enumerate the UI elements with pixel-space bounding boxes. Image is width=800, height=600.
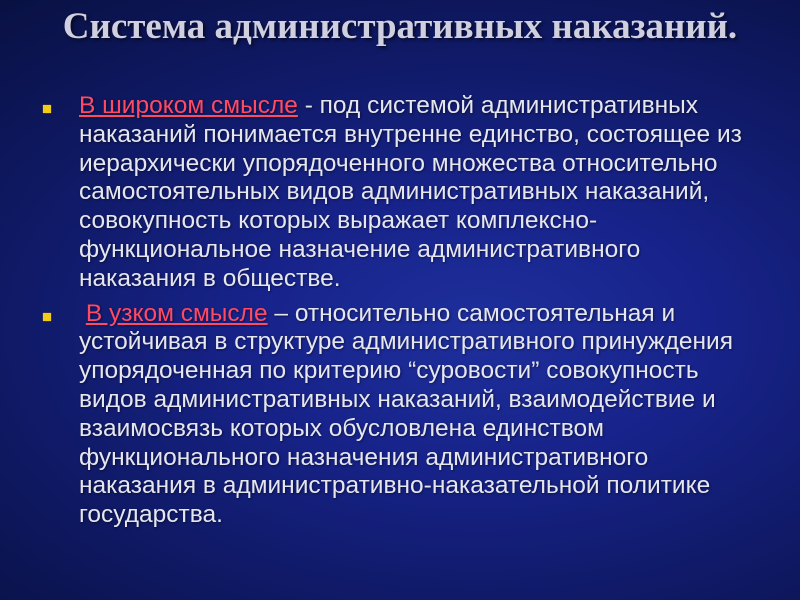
- bullet-text: – относительно самостоятельная и устойчивая в структуре административного принуждения упорядоченная по критерию “суровости” совокупность видов административных наказаний, взаимодействие и взаимосвязь которых обусловлена единством функционального назначения административного наказания в административно-наказательной политике государства.: [79, 299, 733, 529]
- bullet-narrow-meaning: [40, 300, 750, 530]
- square-bullet-icon: [43, 313, 51, 321]
- bullet-broad-meaning: [40, 92, 750, 294]
- slide-title: Система административных наказаний.: [62, 6, 738, 47]
- bullet-term: В широком смысле: [79, 92, 298, 119]
- bullet-list: [40, 92, 750, 530]
- square-bullet-icon: [43, 105, 51, 113]
- bullet-term: В узком смысле: [85, 299, 268, 327]
- bullet-text: - под системой административных наказаний понимается внутренне единство, состоящее из иерархически упорядоченного множества относительно самостоятельных видов административных наказаний, совокупность которых выражает комплексно-функциональное назначение административного наказания в обществе.: [79, 92, 742, 292]
